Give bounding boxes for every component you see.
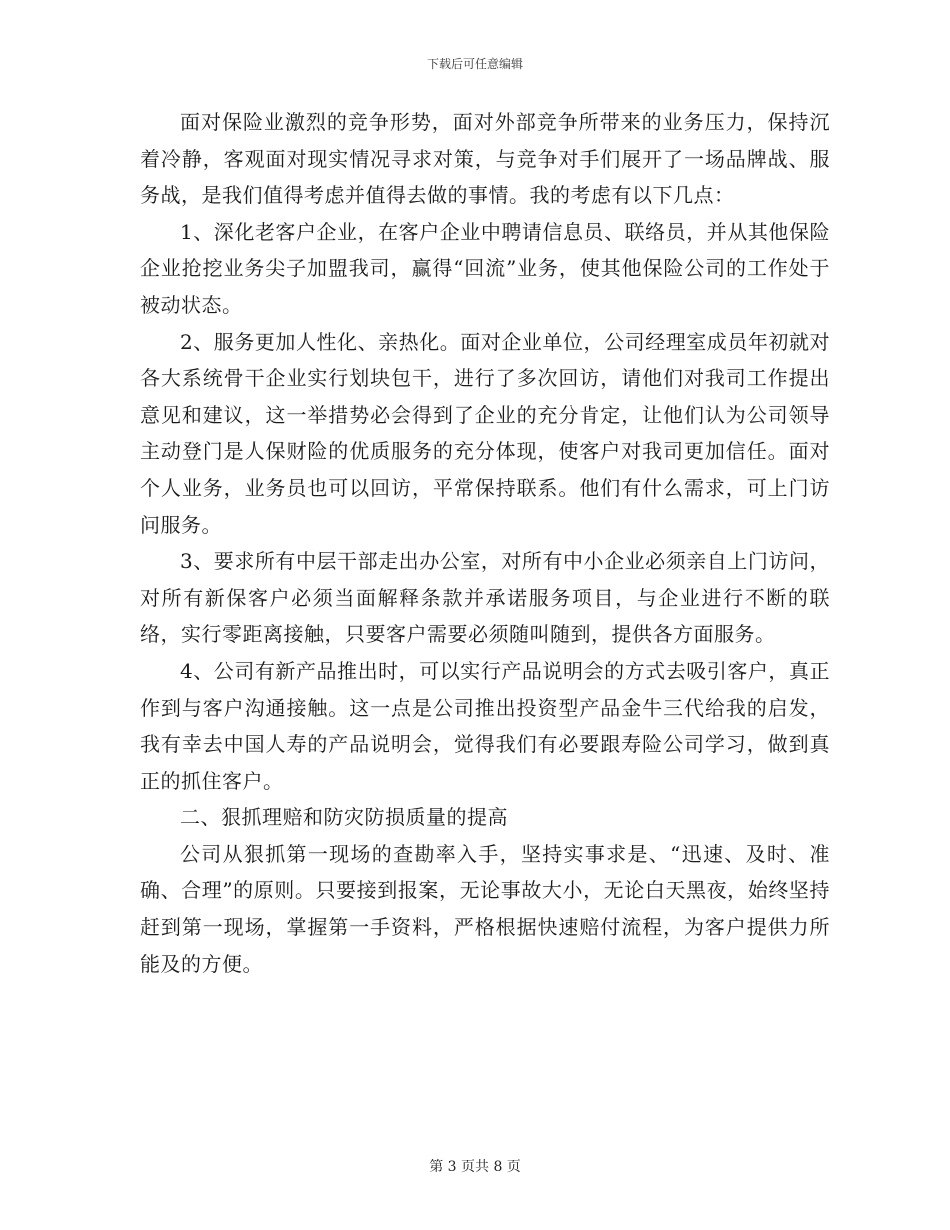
page-footer: 第 3 页共 8 页: [429, 1159, 521, 1175]
document-body: [140, 104, 830, 982]
paragraph-point-1: 1、深化老客户企业，在客户企业中聘请信息员、联络员，并从其他保险企业抢挖业务尖子加盟我司，赢得“回流”业务，使其他保险公司的工作处于被动状态。: [140, 219, 830, 317]
section-heading-2: 二、狠抓理赔和防灾防损质量的提高: [180, 805, 508, 830]
paragraph-point-3: 3、要求所有中层干部走出办公室，对所有中小企业必须亲自上门访问，对所有新保客户必须当面解释条款并承诺服务项目，与企业进行不断的联络，实行零距离接触，只要客户需要必须随叫随到，提供各方面服务。: [140, 549, 830, 647]
paragraph-intro: 面对保险业激烈的竞争形势，面对外部竞争所带来的业务压力，保持沉着冷静，客观面对现实情况寻求对策，与竞争对手们展开了一场品牌战、服务战，是我们值得考虑并值得去做的事情。我的考虑有以下几点：: [140, 110, 830, 208]
page-header: 下载后可任意编辑: [426, 57, 523, 71]
paragraph-point-2: 2、服务更加人性化、亲热化。面对企业单位，公司经理室成员年初就对各大系统骨干企业实行划块包干，进行了多次回访，请他们对我司工作提出意见和建议，这一举措势必会得到了企业的充分肯定，让他们认为公司领导主动登门是人保财险的优质服务的充分体现，使客户对我司更加信任。面对个人业务，业务员也可以回访，平常保持联系。他们有什么需求，可上门访问服务。: [140, 329, 830, 537]
paragraph-claims: 公司从狠抓第一现场的查勘率入手，坚持实事求是、“迅速、及时、准确、合理”的原则。只要接到报案，无论事故大小，无论白天黑夜，始终坚持赶到第一现场，掌握第一手资料，严格根据快速赔付流程，为客户提供力所能及的方便。: [140, 841, 830, 976]
paragraph-point-4: 4、公司有新产品推出时，可以实行产品说明会的方式去吸引客户，真正作到与客户沟通接触。这一点是公司推出投资型产品金牛三代给我的启发，我有幸去中国人寿的产品说明会，觉得我们有必要跟寿险公司学习，做到真正的抓住客户。: [140, 658, 830, 793]
